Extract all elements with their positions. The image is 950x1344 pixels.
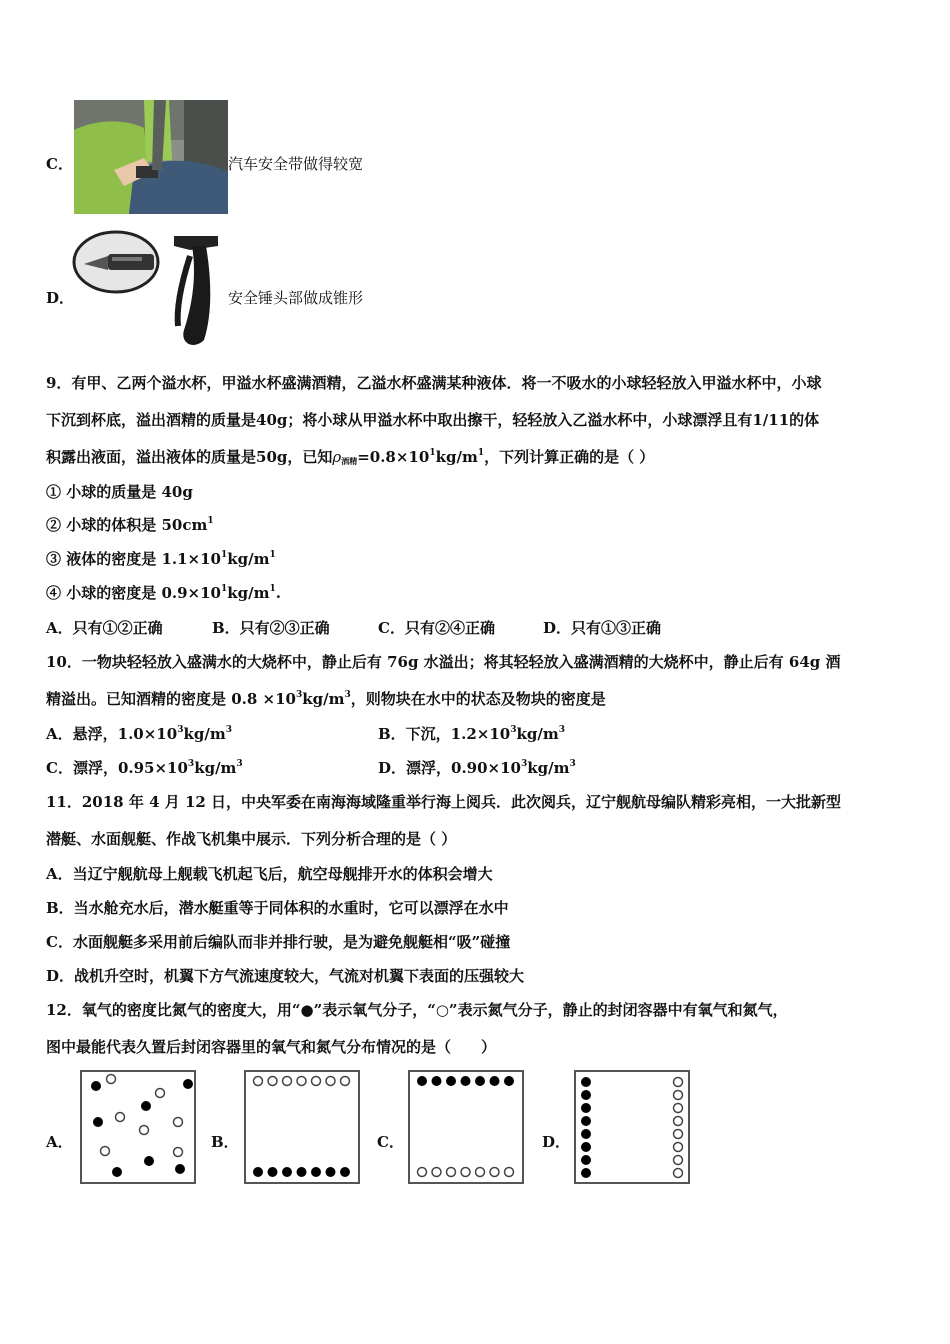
nitrogen-molecule <box>674 1143 683 1152</box>
nitrogen-molecule <box>268 1077 277 1086</box>
q12-container-b[interactable] <box>244 1070 360 1184</box>
nitrogen-molecule <box>674 1130 683 1139</box>
q9-option-a[interactable]: A．只有①②正确 <box>46 619 163 637</box>
safety-hammer-image <box>72 226 230 350</box>
nitrogen-molecule <box>505 1168 514 1177</box>
nitrogen-molecule <box>156 1089 165 1098</box>
nitrogen-molecule <box>116 1113 125 1122</box>
q9-statement-4: ④ 小球的密度是 $0.9\times 10^1kg/m^1$. <box>46 584 281 602</box>
nitrogen-molecule <box>107 1075 116 1084</box>
seatbelt-photo <box>74 100 228 214</box>
nitrogen-molecule <box>341 1077 350 1086</box>
oxygen-molecule <box>581 1103 591 1113</box>
oxygen-molecule <box>175 1164 185 1174</box>
q12-option-a-label[interactable]: A． <box>46 1133 73 1151</box>
oxygen-molecule <box>581 1077 591 1087</box>
q11-option-c[interactable]: C．水面舰艇多采用前后编队而非并排行驶，是为避免舰艇相“吸”碰撞 <box>46 933 511 951</box>
q11-option-b[interactable]: B．当水舱充水后，潜水艇重等于同体积的水重时，它可以漂浮在水中 <box>46 899 509 917</box>
nitrogen-molecule <box>674 1156 683 1165</box>
oxygen-molecule <box>581 1155 591 1165</box>
oxygen-molecule <box>581 1129 591 1139</box>
nitrogen-molecule <box>174 1118 183 1127</box>
q9-option-c[interactable]: C．只有②④正确 <box>378 619 495 637</box>
nitrogen-molecule <box>174 1148 183 1157</box>
molecule-diagram-d <box>576 1072 688 1182</box>
oxygen-molecule <box>297 1167 307 1177</box>
oxygen-molecule <box>475 1076 485 1086</box>
oxygen-molecule <box>446 1076 456 1086</box>
oxygen-molecule <box>253 1167 263 1177</box>
oxygen-molecule <box>91 1081 101 1091</box>
nitrogen-molecule <box>674 1104 683 1113</box>
q12-stem-line1: 12．氧气的密度比氮气的密度大，用“●”表示氧气分子，“○”表示氮气分子，静止的封闭容器中有氧气和氮气， <box>46 1001 788 1019</box>
nitrogen-molecule <box>432 1168 441 1177</box>
nitrogen-molecule <box>326 1077 335 1086</box>
nitrogen-molecule <box>254 1077 263 1086</box>
molecule-diagram-a <box>82 1072 194 1182</box>
q10-stem-line1: 10．一物块轻轻放入盛满水的大烧杯中，静止后有 76g 水溢出；将其轻轻放入盛满酒精的大烧杯中，静止后有 64g 酒 <box>46 653 841 671</box>
q12-option-b-label[interactable]: B． <box>211 1133 239 1151</box>
oxygen-molecule <box>490 1076 500 1086</box>
nitrogen-molecule <box>476 1168 485 1177</box>
oxygen-molecule <box>581 1090 591 1100</box>
option-d-text: 安全锤头部做成锥形 <box>228 289 364 307</box>
option-c-text: 汽车安全带做得较宽 <box>228 155 364 173</box>
q11-option-a[interactable]: A．当辽宁舰航母上舰载飞机起飞后，航空母舰排开水的体积会增大 <box>46 865 493 883</box>
q10-option-c[interactable]: C．漂浮，$0.95\times 10^3kg/m^3$ <box>46 759 243 777</box>
nitrogen-molecule <box>490 1168 499 1177</box>
q9-option-b[interactable]: B．只有②③正确 <box>212 619 330 637</box>
oxygen-molecule <box>581 1168 591 1178</box>
oxygen-molecule <box>581 1116 591 1126</box>
q12-option-c-label[interactable]: C． <box>377 1133 404 1151</box>
oxygen-molecule <box>112 1167 122 1177</box>
nitrogen-molecule <box>418 1168 427 1177</box>
oxygen-molecule <box>141 1101 151 1111</box>
oxygen-molecule <box>268 1167 278 1177</box>
nitrogen-molecule <box>674 1169 683 1178</box>
q10-option-d[interactable]: D．漂浮，$0.90\times 10^3kg/m^3$ <box>378 759 576 777</box>
oxygen-molecule <box>504 1076 514 1086</box>
q12-stem-line2: 图中最能代表久置后封闭容器里的氧气和氮气分布情况的是（ ） <box>46 1038 497 1056</box>
oxygen-molecule <box>417 1076 427 1086</box>
oxygen-molecule <box>311 1167 321 1177</box>
q9-stem-line2: 下沉到杯底，溢出酒精的质量是40g；将小球从甲溢水杯中取出擦干，轻轻放入乙溢水杯中，小球漂浮且有1/11的体 <box>46 411 820 429</box>
q12-container-d[interactable] <box>574 1070 690 1184</box>
q10-option-b[interactable]: B．下沉，$1.2\times 10^3kg/m^3$ <box>378 725 565 743</box>
molecule-diagram-b <box>246 1072 358 1182</box>
q12-container-a[interactable] <box>80 1070 196 1184</box>
nitrogen-molecule <box>674 1091 683 1100</box>
q9-statement-2: ② 小球的体积是 $50cm^1$ <box>46 516 214 534</box>
q9-option-d[interactable]: D．只有①③正确 <box>543 619 662 637</box>
oxygen-molecule <box>432 1076 442 1086</box>
nitrogen-molecule <box>297 1077 306 1086</box>
oxygen-molecule <box>183 1079 193 1089</box>
nitrogen-molecule <box>312 1077 321 1086</box>
oxygen-molecule <box>144 1156 154 1166</box>
nitrogen-molecule <box>674 1078 683 1087</box>
q12-container-c[interactable] <box>408 1070 524 1184</box>
oxygen-molecule <box>461 1076 471 1086</box>
oxygen-molecule <box>340 1167 350 1177</box>
q11-stem-line1: 11．2018 年 4 月 12 日，中央军委在南海海域隆重举行海上阅兵．此次阅兵，辽宁舰航母编队精彩亮相，一大批新型 <box>46 793 842 811</box>
q9-statement-3: ③ 液体的密度是 $1.1\times 10^1kg/m^1$ <box>46 550 276 568</box>
q9-stem-line3: 积露出液面，溢出液体的质量是50g，已知$\rho_{酒精}=0.8\times 10^1kg/m^1$，下列计算正确的是（ ） <box>46 448 655 466</box>
q12-option-d-label[interactable]: D． <box>542 1133 571 1151</box>
q9-stem-line1: 9．有甲、乙两个溢水杯，甲溢水杯盛满酒精，乙溢水杯盛满某种液体．将一不吸水的小球轻轻放入甲溢水杯中，小球 <box>46 374 822 392</box>
nitrogen-molecule <box>283 1077 292 1086</box>
nitrogen-molecule <box>101 1147 110 1156</box>
oxygen-molecule <box>326 1167 336 1177</box>
option-c-label: C． <box>46 155 73 173</box>
q11-stem-line2: 潜艇、水面舰艇、作战飞机集中展示．下列分析合理的是（ ） <box>46 830 457 848</box>
molecule-diagram-c <box>410 1072 522 1182</box>
nitrogen-molecule <box>674 1117 683 1126</box>
nitrogen-molecule <box>461 1168 470 1177</box>
q11-option-d[interactable]: D．战机升空时，机翼下方气流速度较大，气流对机翼下表面的压强较大 <box>46 967 525 985</box>
nitrogen-molecule <box>447 1168 456 1177</box>
oxygen-molecule <box>93 1117 103 1127</box>
option-d-label: D． <box>46 289 75 307</box>
q10-stem-line2: 精溢出。已知酒精的密度是 $0.8 \times 10^3kg/m^3$，则物块在水中的状态及物块的密度是 <box>46 690 606 708</box>
oxygen-molecule <box>282 1167 292 1177</box>
q9-statement-1: ① 小球的质量是 40g <box>46 483 193 501</box>
nitrogen-molecule <box>140 1126 149 1135</box>
q10-option-a[interactable]: A．悬浮，$1.0\times 10^3kg/m^3$ <box>46 725 232 743</box>
oxygen-molecule <box>581 1142 591 1152</box>
